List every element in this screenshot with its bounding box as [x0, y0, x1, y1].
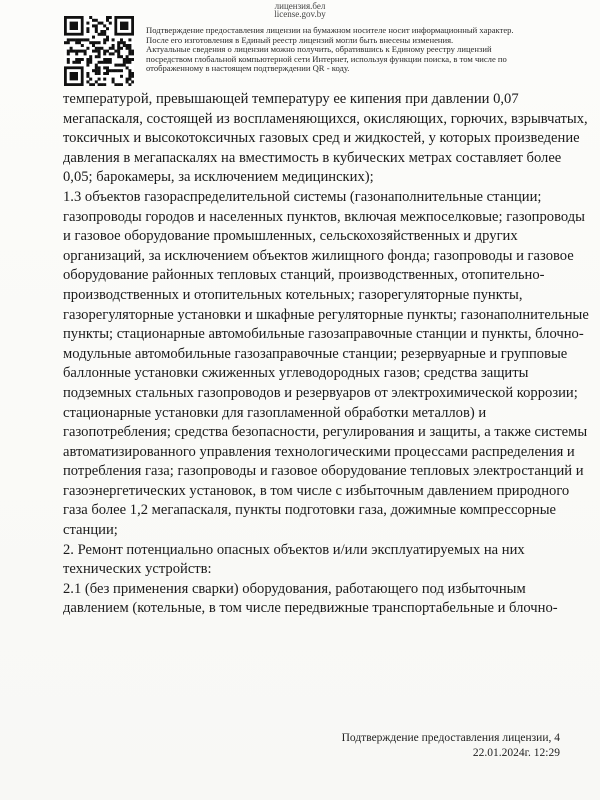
body-line: баллонные установки сжиженных углеводородных газов; средства защиты — [63, 365, 529, 382]
body-line: газорегуляторные установки и шкафные регуляторные пункты; газонаполнительные — [63, 306, 589, 323]
body-line: автоматизированного управления технологическими процессами распределения и — [63, 443, 575, 460]
notice-text — [146, 26, 586, 74]
body-line: газопотребления; средства безопасности, регулирования и защиты, а также системы — [63, 424, 588, 441]
footer-timestamp: 22.01.2024г. 12:29 — [472, 747, 560, 759]
body-line: и газовое оборудование промышленных, сельскохозяйственных и других — [63, 228, 518, 245]
body-line: 1.3 объектов газораспределительной системы (газонаполнительные станции; — [63, 188, 542, 205]
body-line: газопроводы городов и населенных пунктов, включая межпоселковые; газопроводы — [63, 208, 585, 225]
notice-line: посредством глобальной компьютерной сети Интернет, используя функции поиска, в том числе по — [146, 53, 507, 64]
body-line: модульные автомобильные газозаправочные станции; резервуарные и групповые — [63, 345, 568, 362]
qr-code-icon — [64, 16, 134, 86]
body-line: организаций, за исключением объектов жилищного фонда; газопроводы и газовое — [63, 247, 574, 264]
footer — [342, 731, 560, 761]
license-body-text — [63, 90, 589, 619]
body-line: стационарные установки для газопламенной обработки металлов) и — [63, 404, 487, 421]
body-line: технических устройств: — [63, 561, 212, 578]
body-line: станции; — [63, 522, 118, 539]
body-line: газа более 1,2 мегапаскаля, пункты подготовки газа, дожимные компрессорные — [63, 502, 557, 519]
site-name-latin: license.gov.by — [274, 9, 326, 19]
body-line: пункты; стационарные автомобильные газозаправочные станции и пункты, блочно- — [63, 326, 584, 343]
body-line: 2.1 (без применения сварки) оборудования, работающего под избыточным — [63, 580, 526, 597]
body-line: 2. Ремонт потенциально опасных объектов и/или эксплуатируемых на них — [63, 541, 525, 558]
body-line: газоэнергетических установок, в том числе с избыточным давлением природного — [63, 482, 570, 499]
body-line: 0,05; барокамеры, за исключением медицинских); — [63, 169, 374, 186]
body-line: производственных и отопительных котельных; газорегуляторные пункты, — [63, 286, 523, 303]
notice-line: Подтверждение предоставления лицензии на бумажном носителе носит информационный характер. — [146, 25, 514, 35]
footer-confirmation-page: Подтверждение предоставления лицензии, 4 — [341, 732, 560, 744]
notice-line: После его изготовления в Единый реестр лицензий могли быть внесены изменения. — [146, 34, 454, 45]
body-line: токсичных и высокотоксичных газовых сред и жидкостей, у которых произведение — [63, 130, 580, 147]
body-line: температурой, превышающей температуру ее кипения при давлении 0,07 — [63, 91, 519, 107]
body-line: давлением (котельные, в том числе передвижные транспортабельные и блочно- — [63, 600, 558, 617]
body-line: подземных стальных газопроводов и резервуаров от электрохимической коррозии; — [63, 384, 578, 401]
body-line: оборудование районных тепловых станций, производственных, отопительно- — [63, 267, 545, 284]
notice-line: Актуальные сведения о лицензии можно получить, обратившись к Единому реестру лицензий — [146, 44, 492, 55]
notice-line: отображенному в настоящем подтверждении QR - коду. — [146, 63, 350, 74]
body-line: потребления газа; газопроводы и газовое оборудование тепловых электростанций и — [63, 463, 584, 480]
body-line: мегапаскаля, состоящей из воспламеняющихся, окисляющих, горючих, взрывчатых, — [63, 110, 588, 127]
body-line: давления в мегапаскалях на вместимость в кубических метрах составляет более — [63, 149, 562, 166]
site-name-cyrillic: лицензия.бел — [274, 1, 326, 11]
